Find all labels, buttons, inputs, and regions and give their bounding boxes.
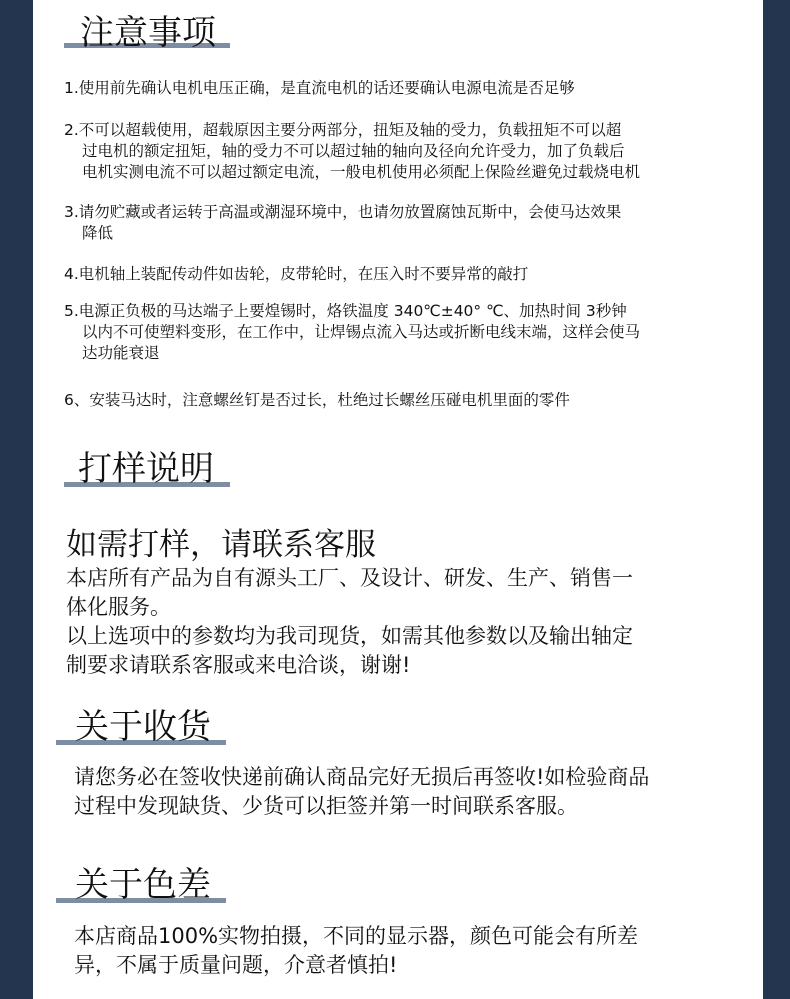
sample-line: 以上选项中的参数均为我司现货，如需其他参数以及输出轴定 (66, 624, 633, 648)
notes-title: 注意事项 (80, 13, 216, 53)
notes-line: 5.电源正负极的马达端子上要煌锡时，烙铁温度 340℃±40° ℃、加热时间 3秒钟 (64, 302, 627, 320)
sample-body (66, 564, 756, 680)
color-line: 异，不属于质量问题，介意者慎拍! (74, 953, 398, 977)
sample-title: 打样说明 (78, 449, 214, 489)
sample-headline: 如需打样，请联系客服 (66, 527, 376, 563)
sample-line: 体化服务。 (66, 595, 171, 619)
receipt-body (74, 763, 764, 821)
notes-line: 达功能衰退 (82, 344, 160, 362)
notes-line: 过电机的额定扭矩，轴的受力不可以超过轴的轴向及径向允许受力，加了负载后 (82, 142, 625, 160)
receipt-line: 过程中发现缺货、少货可以拒签并第一时间联系客服。 (74, 794, 578, 818)
notes-item-5 (64, 301, 754, 364)
receipt-title: 关于收货 (75, 707, 211, 747)
sample-line: 制要求请联系客服或来电洽谈，谢谢! (66, 653, 411, 677)
notes-item-6 (64, 390, 754, 411)
notice-page (33, 0, 763, 999)
notes-line: 降低 (82, 224, 114, 242)
notes-line: 4.电机轴上装配传动件如齿轮，皮带轮时，在压入时不要异常的敲打 (64, 265, 529, 283)
notes-line: 以内不可使塑料变形，在工作中，让焊锡点流入马达或折断电线末端，这样会使马 (82, 323, 641, 341)
notes-item-3 (64, 202, 754, 244)
notes-item-1 (64, 78, 754, 99)
color-title: 关于色差 (75, 865, 211, 905)
notes-item-2 (64, 120, 754, 183)
notes-item-4 (64, 264, 754, 285)
notes-line: 电机实测电流不可以超过额定电流，一般电机使用必须配上保险丝避免过载烧电机 (82, 163, 641, 181)
notes-line: 6、安装马达时，注意螺丝钉是否过长，杜绝过长螺丝压碰电机里面的零件 (64, 391, 570, 409)
receipt-line: 请您务必在签收快递前确认商品完好无损后再签收!如检验商品 (74, 765, 650, 789)
color-body (74, 922, 764, 980)
color-line: 本店商品100%实物拍摄，不同的显示器，颜色可能会有所差 (74, 924, 639, 948)
notes-line: 3.请勿贮藏或者运转于高温或潮湿环境中，也请勿放置腐蚀瓦斯中，会使马达效果 (64, 203, 622, 221)
notes-line: 1.使用前先确认电机电压正确，是直流电机的话还要确认电源电流是否足够 (64, 79, 575, 97)
sample-line: 本店所有产品为自有源头工厂、及设计、研发、生产、销售一 (66, 566, 633, 590)
notes-line: 2.不可以超载使用，超载原因主要分两部分，扭矩及轴的受力，负载扭矩不可以超 (64, 121, 622, 139)
